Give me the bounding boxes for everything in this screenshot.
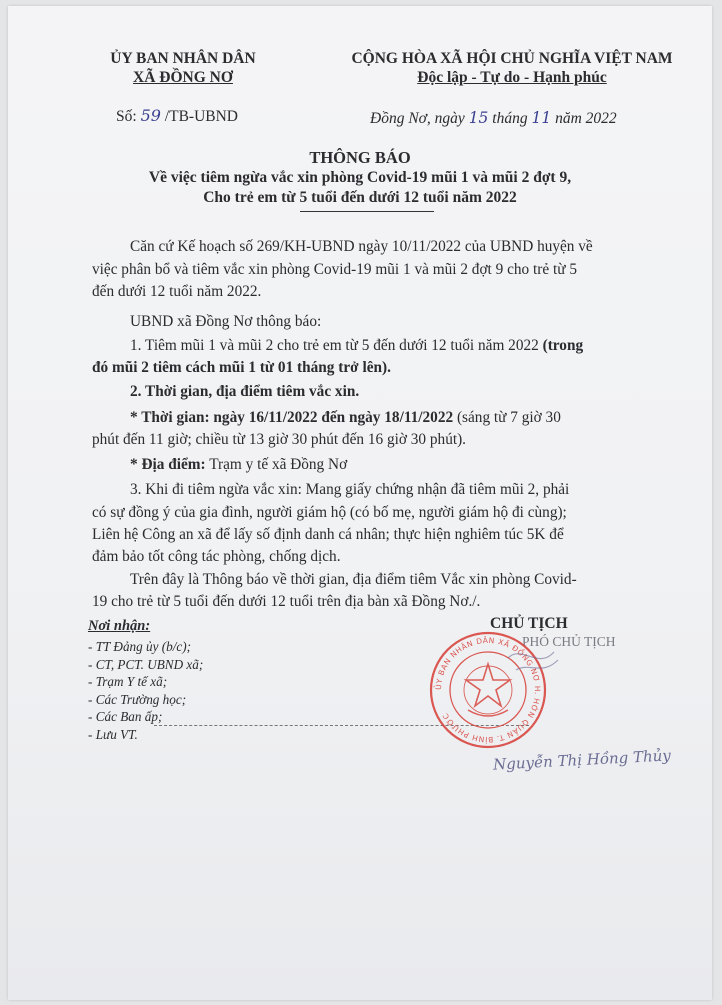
stamp-emblem-icon <box>464 664 512 716</box>
para1-line1: Căn cứ Kế hoạch số 269/KH-UBND ngày 10/11/2022 của UBND huyện về <box>130 238 593 255</box>
place-value: Trạm y tế xã Đồng Nơ <box>209 456 348 473</box>
item3-line4: đảm bảo tốt công tác phòng, chống dịch. <box>92 548 341 565</box>
recipient-item: - Lưu VT. <box>88 726 138 742</box>
recipient-item: - Các Trường học; <box>88 691 187 707</box>
doc-number-handwritten: 59 <box>140 106 161 125</box>
recipients-list <box>88 638 203 743</box>
item3-line1: 3. Khi đi tiêm ngừa vắc xin: Mang giấy chứng nhận đã tiêm mũi 2, phải <box>130 481 570 498</box>
doc-subtitle-line2: Cho trẻ em từ 5 tuổi đến dưới 12 tuổi năm 2022 <box>203 189 517 206</box>
item2: 2. Thời gian, địa điểm tiêm vắc xin. <box>130 383 360 400</box>
signer-name: Nguyễn Thị Hồng Thủy <box>492 746 672 774</box>
item1-bold-start: (trong <box>542 337 584 354</box>
date-mid: tháng <box>492 110 528 127</box>
signer-subtitle: PHÓ CHỦ TỊCH <box>522 634 616 649</box>
doc-number <box>116 106 238 126</box>
date-prefix: Đồng Nơ, ngày <box>370 110 465 127</box>
item1-line1 <box>130 335 583 358</box>
recipient-item: - CT, PCT. UBND xã; <box>88 656 204 672</box>
date-month: 11 <box>531 109 552 127</box>
national-motto <box>322 50 702 87</box>
doc-number-prefix: Số: <box>116 108 137 125</box>
signer-title: CHỦ TỊCH <box>490 615 568 632</box>
recipients-label: Nơi nhận: <box>88 618 151 634</box>
place-label: * Địa điểm: <box>130 456 206 473</box>
org-line1: ỦY BAN NHÂN DÂN <box>110 50 256 67</box>
official-stamp <box>426 630 550 750</box>
time-line1 <box>130 407 561 430</box>
para2: UBND xã Đồng Nơ thông báo: <box>130 313 322 330</box>
stamp-ring-text: ỦY BAN NHÂN DÂN XÃ ĐỒNG NƠ H. HỚN QUẢN T. BÌNH PHƯỚC <box>433 635 543 745</box>
doc-date <box>370 109 617 128</box>
recipient-item: - Trạm Y tế xã; <box>88 674 168 689</box>
recipient-item: - TT Đảng ủy (b/c); <box>88 639 192 654</box>
org-name <box>108 50 258 87</box>
doc-number-suffix: /TB-UBND <box>164 108 238 125</box>
org-line2: XÃ ĐỒNG NƠ <box>133 69 233 86</box>
document-page <box>8 6 712 1000</box>
recipient-item: - Các Ban ấp; <box>88 709 163 724</box>
doc-subtitle-line1: Về việc tiêm ngừa vắc xin phòng Covid-19 mũi 1 và mũi 2 đợt 9, <box>148 169 572 186</box>
place-line <box>130 454 347 477</box>
para1-line3: đến dưới 12 tuổi năm 2022. <box>92 283 262 300</box>
time-label: * Thời gian: ngày 16/11/2022 đến ngày 18/11/2022 <box>130 409 454 426</box>
closing-line1: Trên đây là Thông báo về thời gian, địa điểm tiêm Vắc xin phòng Covid- <box>130 571 577 588</box>
country-name: CỘNG HÒA XÃ HỘI CHỦ NGHĨA VIỆT NAM <box>351 50 673 67</box>
closing-line2: 19 cho trẻ từ 5 tuổi đến dưới 12 tuổi trên địa bàn xã Đồng Nơ./. <box>92 593 481 610</box>
item1-text: 1. Tiêm mũi 1 và mũi 2 cho trẻ em từ 5 đến dưới 12 tuổi năm 2022 <box>130 337 539 354</box>
para1-line2: việc phân bổ và tiêm vắc xin phòng Covid-19 mũi 1 và mũi 2 đợt 9 cho trẻ từ 5 <box>92 261 577 278</box>
item3-line3: Liên hệ Công an xã để lấy số định danh cá nhân; thực hiện nghiêm túc 5K để <box>92 526 564 543</box>
date-day: 15 <box>468 109 489 127</box>
item3-line2: có sự đồng ý của gia đình, người giám hộ (có bố mẹ, người giám hộ đi cùng); <box>92 504 567 521</box>
date-suffix: năm 2022 <box>555 110 617 127</box>
title-divider <box>300 211 434 212</box>
motto: Độc lập - Tự do - Hạnh phúc <box>417 69 607 86</box>
time-line2: phút đến 11 giờ; chiều từ 13 giờ 30 phút đến 16 giờ 30 phút). <box>92 431 467 448</box>
doc-title: THÔNG BÁO <box>309 148 411 167</box>
time-rest: (sáng từ 7 giờ 30 <box>456 409 561 426</box>
item1-line2: đó mũi 2 tiêm cách mũi 1 từ 01 tháng trở lên). <box>92 359 391 376</box>
